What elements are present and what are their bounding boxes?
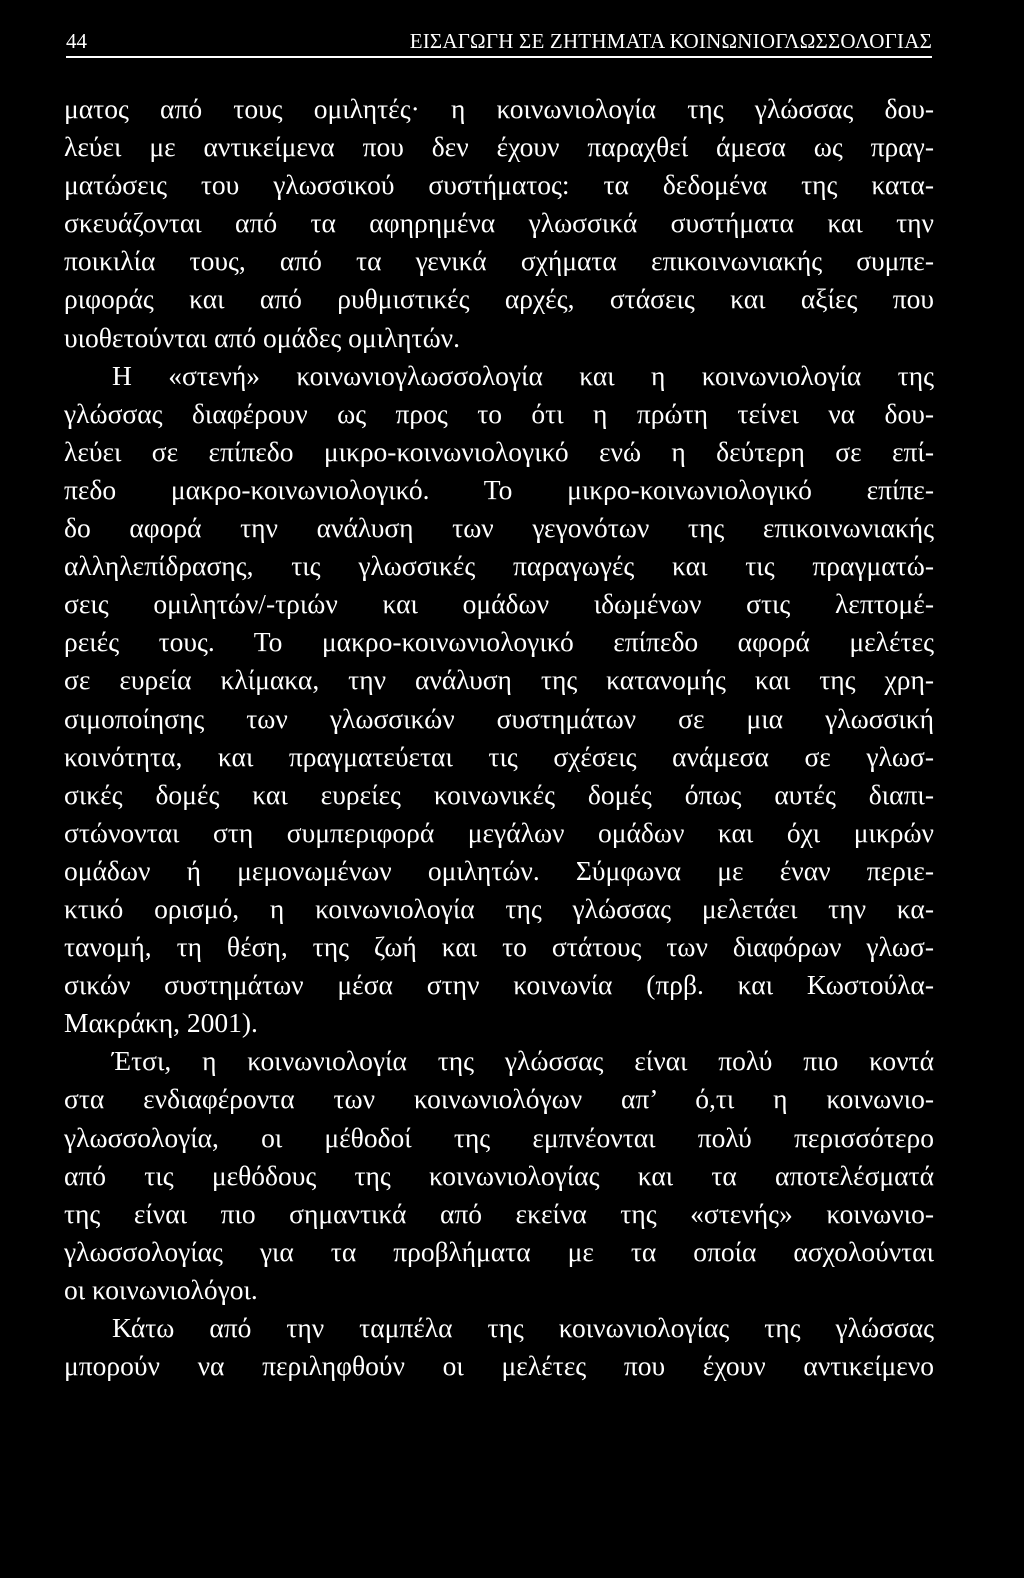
text-line: γλωσσολογία, οι μέθοδοί της εμπνέονται πολύ περισσότερο <box>64 1121 934 1153</box>
text-line: υιοθετούνται από ομάδες ομιλητών. <box>64 321 460 353</box>
page-number: 44 <box>66 29 87 53</box>
paragraph-first-line: Έτσι, η κοινωνιολογία της γλώσσας είναι πολύ πιο κοντά <box>112 1045 934 1077</box>
text-line: ομάδων ή μεμονωμένων ομιλητών. Σύμφωνα με έναν περιε- <box>64 854 934 886</box>
body-text <box>64 90 934 1385</box>
text-line: οι κοινωνιολόγοι. <box>64 1273 258 1305</box>
text-line: σε ευρεία κλίμακα, την ανάλυση της κατανομής και της χρη- <box>64 664 934 696</box>
text-line: τανομή, τη θέση, της ζωή και το στάτους των διαφόρων γλωσ- <box>64 931 934 963</box>
text-line: μπορούν να περιληφθούν οι μελέτες που έχουν αντικείμενο <box>64 1350 934 1382</box>
text-line: δο αφορά την ανάλυση των γεγονότων της επικοινωνιακής <box>64 512 934 544</box>
text-line: ριφοράς και από ρυθμιστικές αρχές, στάσεις και αξίες που <box>64 283 934 315</box>
text-line: κτικό ορισμό, η κοινωνιολογία της γλώσσας μελετάει την κα- <box>64 892 934 924</box>
text-line: ματώσεις του γλωσσικού συστήματος: τα δεδομένα της κατα- <box>64 169 934 201</box>
paragraph-first-line: Η «στενή» κοινωνιογλωσσολογία και η κοινωνιολογία της <box>112 359 934 391</box>
text-line: αλληλεπίδρασης, τις γλωσσικές παραγωγές και τις πραγματώ- <box>64 550 934 582</box>
text-line: από τις μεθόδους της κοινωνιολογίας και τα αποτελέσματά <box>64 1159 934 1191</box>
paragraph-first-line: Κάτω από την ταμπέλα της κοινωνιολογίας της γλώσσας <box>112 1312 934 1343</box>
text-line: ποικιλία τους, από τα γενικά σχήματα επικοινωνιακής συμπε- <box>64 245 934 277</box>
text-line: λεύει με αντικείμενα που δεν έχουν παραχθεί άμεσα ως πραγ- <box>64 131 934 163</box>
text-line: σικών συστημάτων μέσα στην κοινωνία (πρβ. και Κωστούλα- <box>64 969 934 1001</box>
text-line: σιμοποίησης των γλωσσικών συστημάτων σε μια γλωσσική <box>64 702 934 734</box>
text-line: λεύει σε επίπεδο μικρο-κοινωνιολογικό ενώ η δεύτερη σε επί- <box>64 435 934 467</box>
text-line: ματος από τους ομιλητές· η κοινωνιολογία της γλώσσας δου- <box>64 93 934 124</box>
text-line: γλωσσολογίας για τα προβλήματα με τα οποία ασχολούνται <box>64 1235 934 1267</box>
running-title: ΕΙΣΑΓΩΓΗ ΣΕ ΖΗΤΗΜΑΤΑ ΚΟΙΝΩΝΙΟΓΛΩΣΣΟΛΟΓΙΑΣ <box>409 29 932 53</box>
text-line: σεις ομιλητών/-τριών και ομάδων ιδωμένων στις λεπτομέ- <box>64 588 934 620</box>
text-line: πεδο μακρο-κοινωνιολογικό. Το μικρο-κοινωνιολογικό επίπε- <box>64 473 934 505</box>
text-line: κοινότητα, και πραγματεύεται τις σχέσεις ανάμεσα σε γλωσ- <box>64 740 934 772</box>
text-line: σικές δομές και ευρείες κοινωνικές δομές όπως αυτές διαπι- <box>64 778 934 810</box>
text-line: στα ενδιαφέροντα των κοινωνιολόγων απ’ ό,τι η κοινωνιο- <box>64 1083 934 1115</box>
text-line: σκευάζονται από τα αφηρημένα γλωσσικά συστήματα και την <box>64 207 934 239</box>
text-line: της είναι πιο σημαντικά από εκείνα της «στενής» κοινωνιο- <box>64 1197 934 1229</box>
text-line: ρειές τους. Το μακρο-κοινωνιολογικό επίπεδο αφορά μελέτες <box>64 626 934 658</box>
text-line: Μακράκη, 2001). <box>64 1007 258 1039</box>
text-line: γλώσσας διαφέρουν ως προς το ότι η πρώτη τείνει να δου- <box>64 397 934 429</box>
text-line: στώνονται στη συμπεριφορά μεγάλων ομάδων και όχι μικρών <box>64 816 934 848</box>
running-header <box>66 22 932 58</box>
